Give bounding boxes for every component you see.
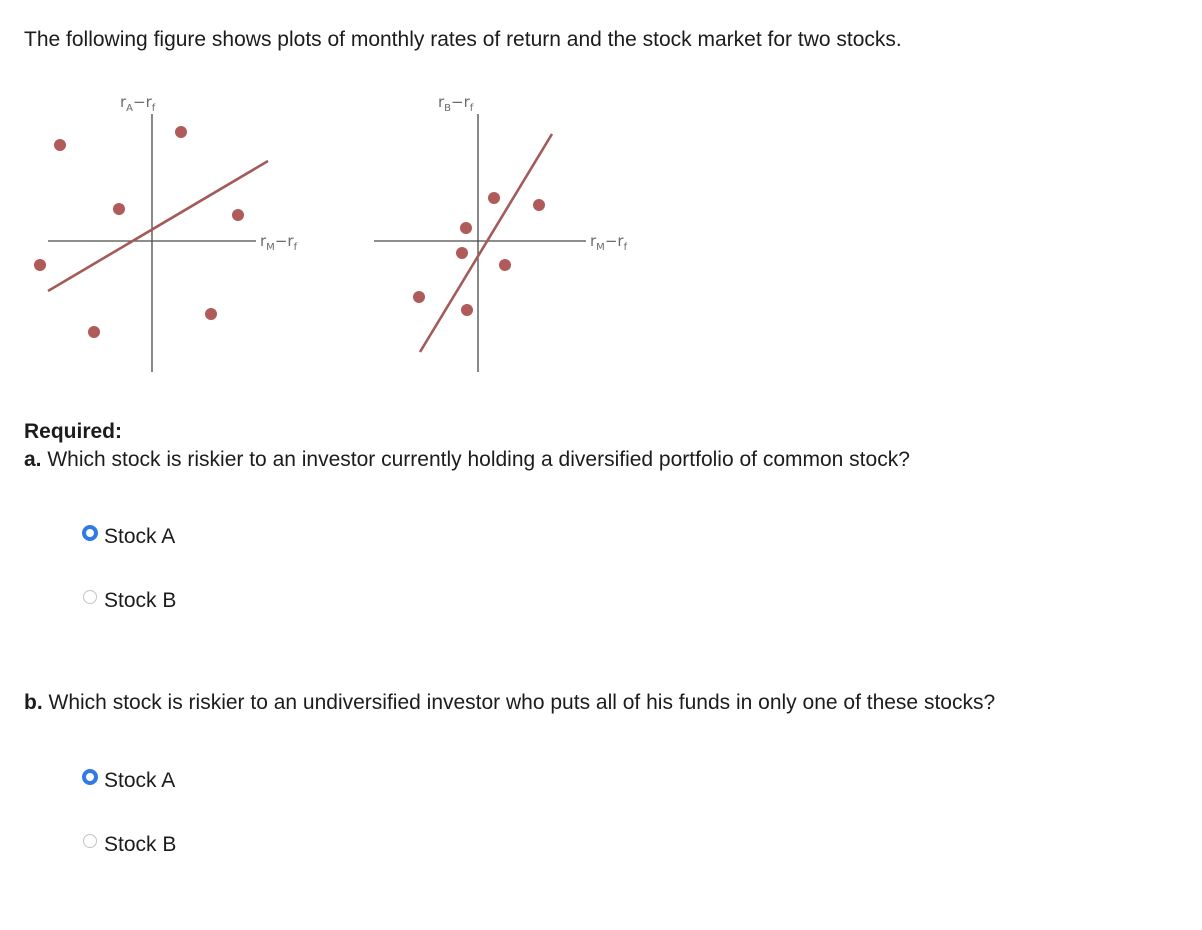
plot-a-x-axis-label: $r_M-r_f$ xyxy=(260,232,298,253)
radio-unselected-icon[interactable] xyxy=(83,590,97,604)
plot-b-point xyxy=(533,199,545,211)
plot-b-regression-line xyxy=(420,134,552,352)
plot-a-point xyxy=(34,259,46,271)
plot-a-point xyxy=(232,209,244,221)
question-a-text: Which stock is riskier to an investor currently holding a diversified portfolio of common stock? xyxy=(47,448,910,471)
option-label: Stock B xyxy=(104,833,177,856)
plot-b-point xyxy=(460,222,472,234)
question-a-option-stock-b[interactable] xyxy=(82,587,176,615)
plot-b-x-axis-label: $r_M-r_f$ xyxy=(590,232,628,253)
scatter-figure xyxy=(0,80,700,380)
option-label: Stock A xyxy=(104,525,176,548)
question-a-letter: a. xyxy=(24,448,42,471)
plot-a-point xyxy=(113,203,125,215)
question-b xyxy=(24,689,995,717)
question-a xyxy=(24,446,910,474)
plot-b-point xyxy=(461,304,473,316)
required-heading: Required: xyxy=(24,420,123,443)
question-b-option-stock-b[interactable] xyxy=(82,831,176,859)
plot-b-point xyxy=(456,247,468,259)
plot-b-y-axis-label: $r_B-r_f$ xyxy=(438,93,474,114)
plot-a-y-axis-label: $r_A-r_f$ xyxy=(120,93,156,114)
question-b-text: Which stock is riskier to an undiversified investor who puts all of his funds in only one of these stocks? xyxy=(48,691,996,714)
intro-text: The following figure shows plots of monthly rates of return and the stock market for two stocks. xyxy=(24,28,902,51)
plot-a-point xyxy=(175,126,187,138)
plot-a-regression-line xyxy=(48,161,268,291)
plot-a-point xyxy=(205,308,217,320)
question-b-letter: b. xyxy=(24,691,43,714)
question-b-option-stock-a[interactable] xyxy=(82,767,175,795)
option-label: Stock B xyxy=(104,589,177,612)
radio-selected-icon[interactable] xyxy=(82,769,98,785)
radio-unselected-icon[interactable] xyxy=(83,834,97,848)
plot-a-point xyxy=(54,139,66,151)
radio-selected-icon[interactable] xyxy=(82,525,98,541)
plot-b-point xyxy=(413,291,425,303)
plot-b-point xyxy=(499,259,511,271)
plot-b xyxy=(374,93,628,372)
option-label: Stock A xyxy=(104,769,176,792)
plot-b-point xyxy=(488,192,500,204)
plot-a xyxy=(34,93,298,372)
question-a-option-stock-a[interactable] xyxy=(82,523,175,551)
plot-a-point xyxy=(88,326,100,338)
